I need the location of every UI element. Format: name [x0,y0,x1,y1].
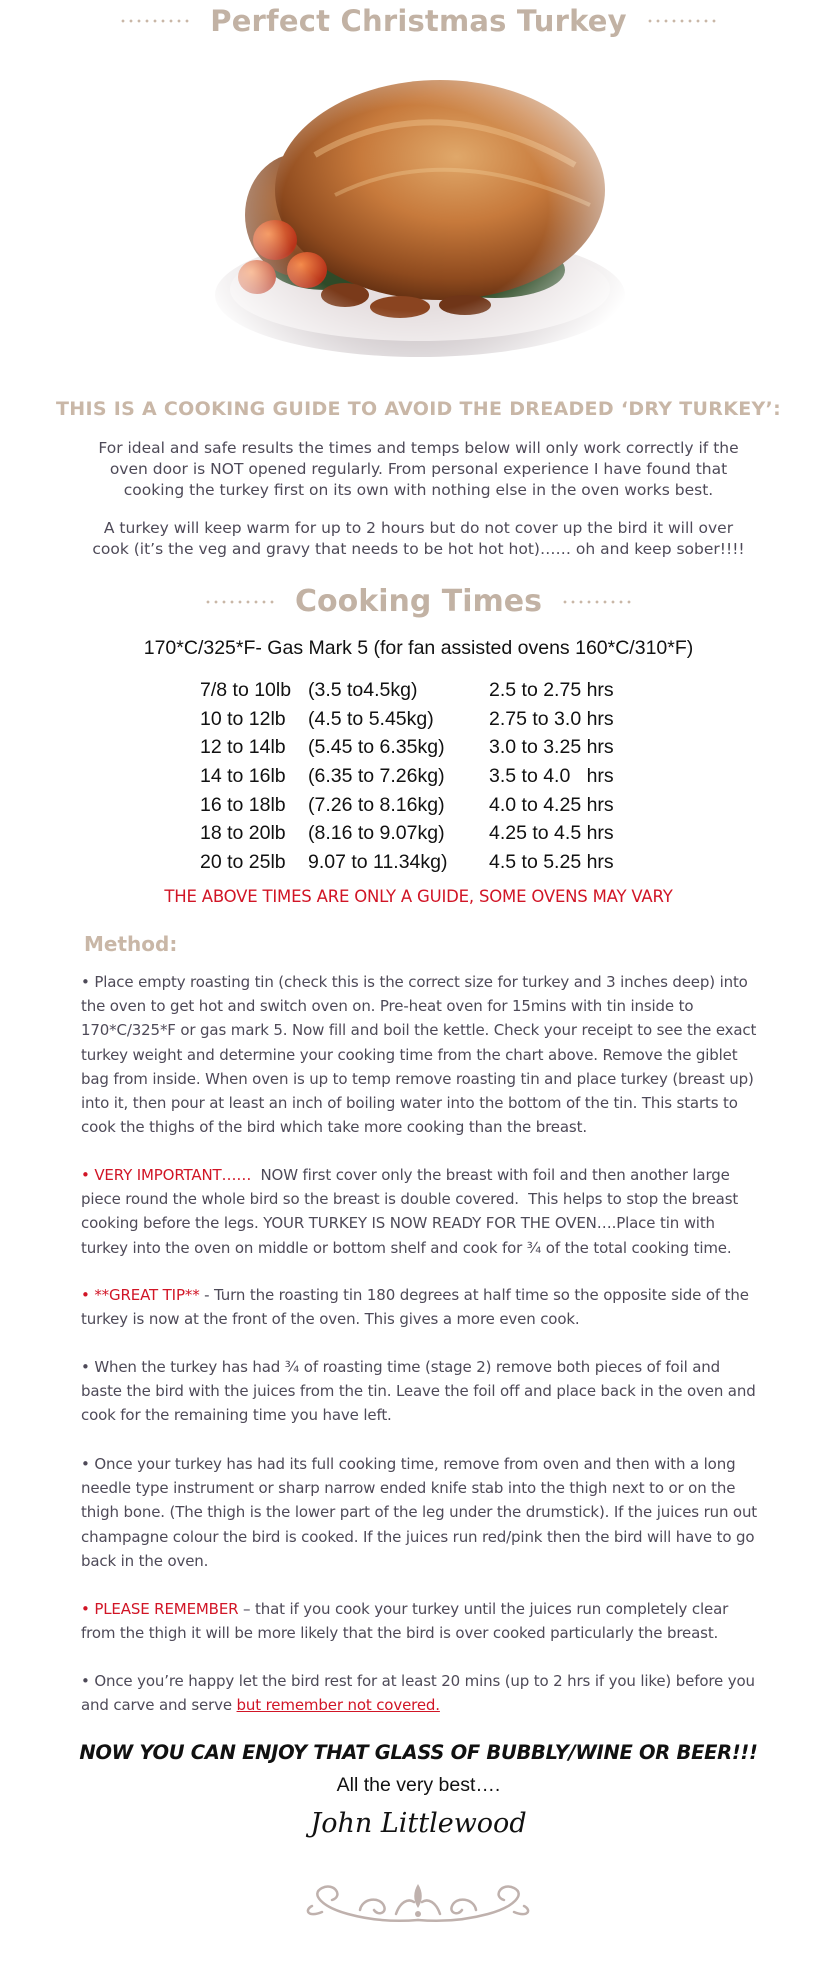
dotted-rule-right [646,19,718,23]
dotted-rule-left [204,600,276,604]
method-step: • Place empty roasting tin (check this is the correct size for turkey and 3 inches deep) into the oven to get hot and switch oven on. Pre-heat oven for 15mins with tin inside to 170*C/325*F or gas mark 5. Now fill and boil the kettle. Check your receipt to see the exact turkey weight and determine your cooking time from the chart above. Remove the giblet bag from inside. When oven is up to temp remove roasting tin and place turkey (breast up) into it, then pour at least an inch of boiling water into the bottom of the tin. This starts to cook the thighs of the bird which take more cooking than the breast. [81,973,757,1137]
weight-kg: 9.07 to 11.34kg) [308,851,448,874]
page-title: Perfect Christmas Turkey [210,4,627,38]
method-step [81,1163,761,1260]
sign-off: All the very best…. [336,1774,501,1796]
table-row [200,791,614,820]
weight-kg: (8.16 to 9.07kg) [308,822,445,845]
roast-turkey-image [195,45,635,385]
cook-time: 2.75 to 3.0 hrs [489,707,614,730]
cook-time: 3.5 to 4.0 hrs [489,765,614,788]
method-step [81,1597,761,1645]
step-text: NOW first cover only the breast with foil and then another large piece round the whole bird so the breast is double covered. This helps to stop the breast cooking before the legs. YOUR TURKEY IS NOW READY FOR THE OVEN….Place tin with turkey into the oven on middle or bottom shelf and cook for ¾ of the total cooking time. [81,1166,743,1257]
closing-cheers: NOW YOU CAN ENJOY THAT GLASS OF BUBBLY/WINE OR BEER!!! [79,1741,758,1764]
method-heading: Method: [84,932,178,956]
table-row [200,762,614,791]
cook-time: 4.5 to 5.25 hrs [489,851,614,874]
table-row [200,819,614,848]
cooking-times-table [200,676,614,877]
method-step [81,1669,761,1717]
table-row [200,848,614,877]
guide-subheading: THIS IS A COOKING GUIDE TO AVOID THE DREADED ‘DRY TURKEY’: [56,398,781,420]
step-label: • PLEASE REMEMBER [81,1600,239,1618]
weight-kg: (3.5 to4.5kg) [308,679,418,701]
step-label: • **GREAT TIP** [81,1286,200,1304]
step-text: • Once you’re happy let the bird rest for at least 20 mins (up to 2 hrs if you like) before you and carve and serve [81,1672,755,1715]
step-text: - Turn the roasting tin 180 degrees at half time so the opposite side of the turkey is now at the front of the oven. This gives a more even cook. [81,1286,749,1329]
weight-lb: 10 to 12lb [200,707,286,730]
page-title-row [0,4,837,38]
method-step [81,1283,761,1331]
signature: John Littlewood [310,1808,527,1839]
cook-time: 3.0 to 3.25 hrs [489,736,614,759]
weight-kg: (4.5 to 5.45kg) [308,707,434,730]
dotted-rule-left [119,19,191,23]
table-row [200,705,614,734]
step-text: – that if you cook your turkey until the juices run completely clear from the thigh it will be more likely that the bird is over cooked particularly the breast. [81,1600,729,1643]
oven-temperature: 170*C/325*F- Gas Mark 5 (for fan assisted ovens 160*C/310*F) [143,637,694,659]
method-step: • When the turkey has had ¾ of roasting time (stage 2) remove both pieces of foil and baste the bird with the juices from the tin. Leave the foil off and place back in the oven and cook for the remaining time you have left. [81,1358,756,1425]
cook-time: 4.0 to 4.25 hrs [489,793,614,816]
weight-lb: 12 to 14lb [200,736,286,759]
cooking-times-title-row [0,584,837,619]
cook-time: 4.25 to 4.5 hrs [489,822,614,845]
flourish-ornament-icon [300,1880,536,1930]
weight-lb: 14 to 16lb [200,765,286,788]
cooking-times-heading: Cooking Times [295,584,542,619]
weight-lb: 20 to 25lb [200,851,286,874]
method-step: • Once your turkey has had its full cooking time, remove from oven and then with a long needle type instrument or sharp narrow ended knife stab into the thigh next to or on the thigh bone. (The thigh is the lower part of the leg under the drumstick). If the juices run out champagne colour the bird is cooked. If the juices run red/pink then the bird will have to go back in the oven. [81,1455,758,1570]
intro-paragraph: A turkey will keep warm for up to 2 hours but do not cover up the bird it will over cook (it’s the veg and gravy that needs to be hot hot hot)…… oh and keep sober!!!! [92,519,745,558]
intro-paragraph: For ideal and safe results the times and temps below will only work correctly if the oven door is NOT opened regularly. From personal experience I have found that cooking the turkey first on its own with nothing else in the oven works best. [98,439,739,499]
weight-lb: 18 to 20lb [200,822,286,845]
table-row [200,733,614,762]
weight-lb: 7/8 to 10lb [200,679,292,701]
step-label: • VERY IMPORTANT…… [81,1166,252,1184]
guide-warning: THE ABOVE TIMES ARE ONLY A GUIDE, SOME OVENS MAY VARY [164,887,673,906]
table-row [200,676,614,705]
cook-time: 2.5 to 2.75 hrs [489,679,614,701]
emphasis-link[interactable]: but remember not covered. [236,1696,440,1715]
dotted-rule-right [561,600,633,604]
weight-lb: 16 to 18lb [200,793,286,816]
weight-kg: (6.35 to 7.26kg) [308,765,445,788]
weight-kg: (7.26 to 8.16kg) [308,793,445,816]
weight-kg: (5.45 to 6.35kg) [308,736,445,759]
